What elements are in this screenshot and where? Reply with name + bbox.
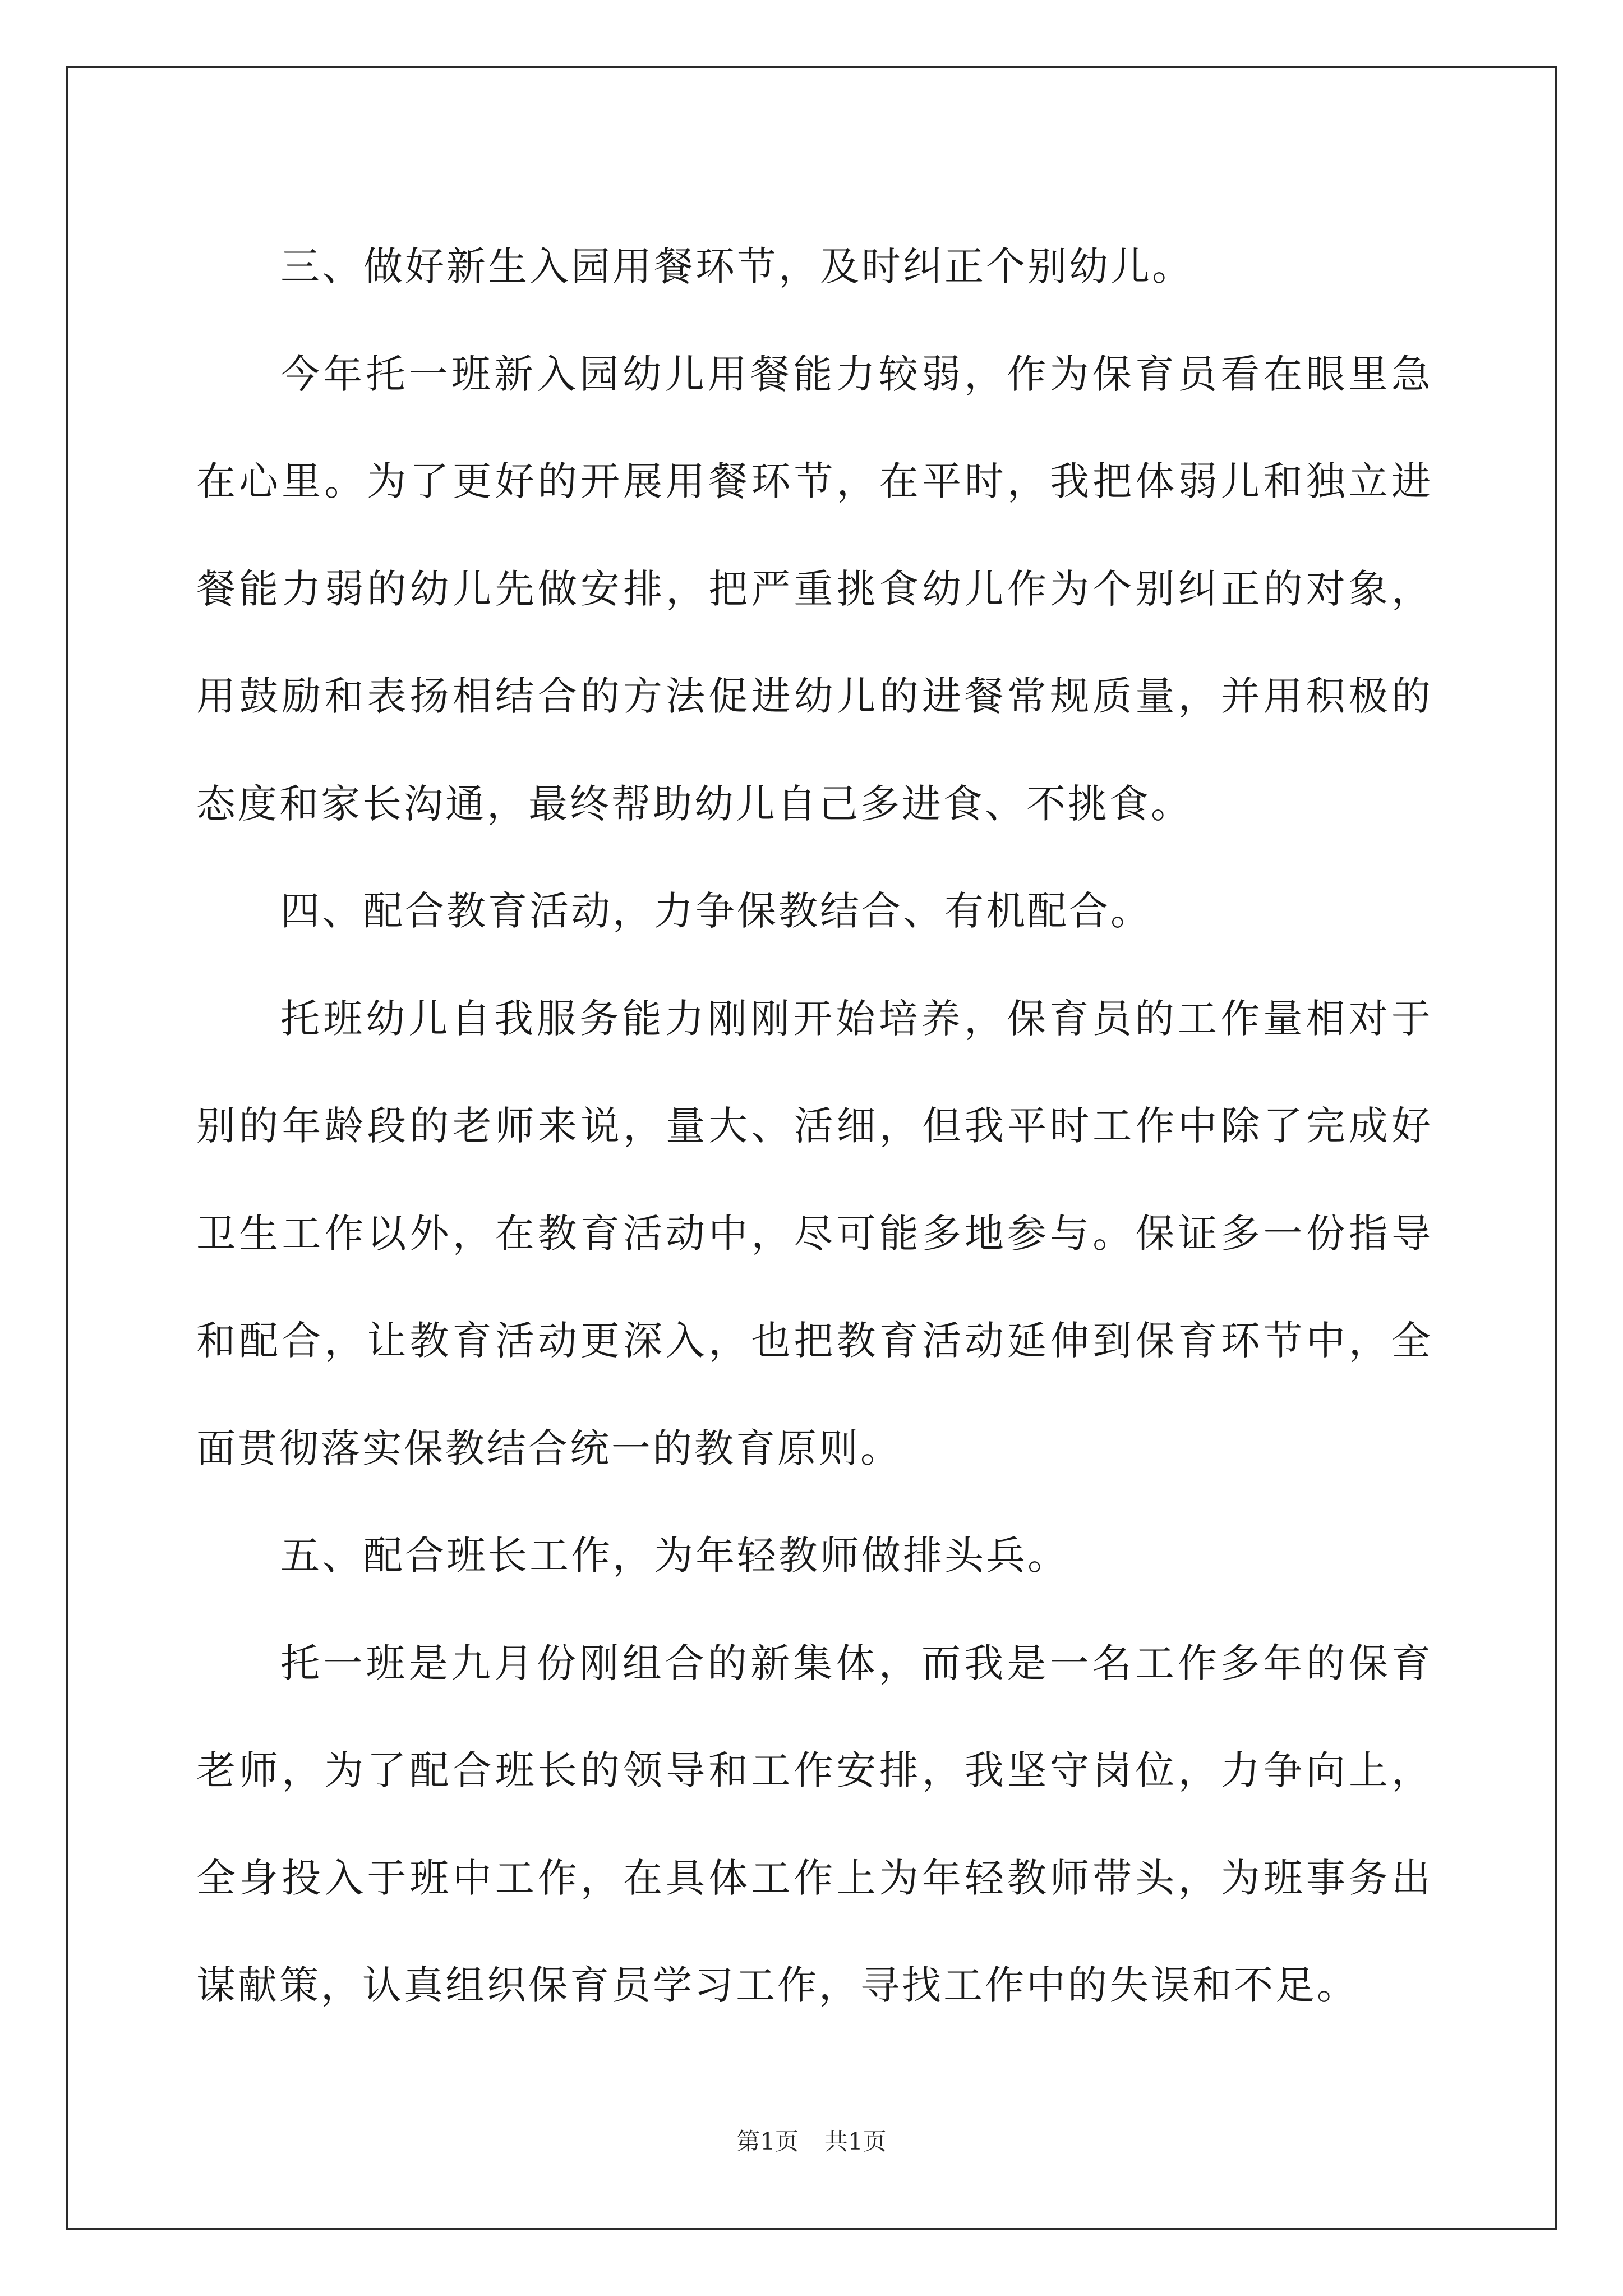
paragraph: 今年托一班新入园幼儿用餐能力较弱，作为保育员看在眼里急在心里。为了更好的开展用餐环节，在平时，我把体弱儿和独立进餐能力弱的幼儿先做安排，把严重挑食幼儿作为个别纠正的对象，用鼓励和表扬相结合的方法促进幼儿的进餐常规质量，并用积极的态度和家长沟通，最终帮助幼儿自己多进食、不挑食。 [196,351,1433,827]
section-heading-4: 四、配合教育活动，力争保教结合、有机配合。 [280,888,1152,934]
section-heading-5: 五、配合班长工作，为年轻教师做排头兵。 [280,1533,1069,1579]
section-heading-3: 三、做好新生入园用餐环节，及时纠正个别幼儿。 [280,243,1193,289]
page-number: 第1页 [736,2128,799,2155]
document-body [196,213,1433,2040]
paragraph: 托一班是九月份刚组合的新集体，而我是一名工作多年的保育老师，为了配合班长的领导和工作安排，我坚守岗位，力争向上，全身投入于班中工作，在具体工作上为年轻教师带头，为班事务出谋献策，认真组织保育员学习工作，寻找工作中的失误和不足。 [196,1640,1433,2008]
page-footer [0,2125,1623,2159]
paragraph: 托班幼儿自我服务能力刚刚开始培养，保育员的工作量相对于别的年龄段的老师来说，量大、活细，但我平时工作中除了完成好卫生工作以外，在教育活动中，尽可能多地参与。保证多一份指导和配合，让教育活动更深入，也把教育活动延伸到保育环节中，全面贯彻落实保教结合统一的教育原则。 [196,995,1433,1471]
page-total: 共1页 [824,2128,887,2155]
